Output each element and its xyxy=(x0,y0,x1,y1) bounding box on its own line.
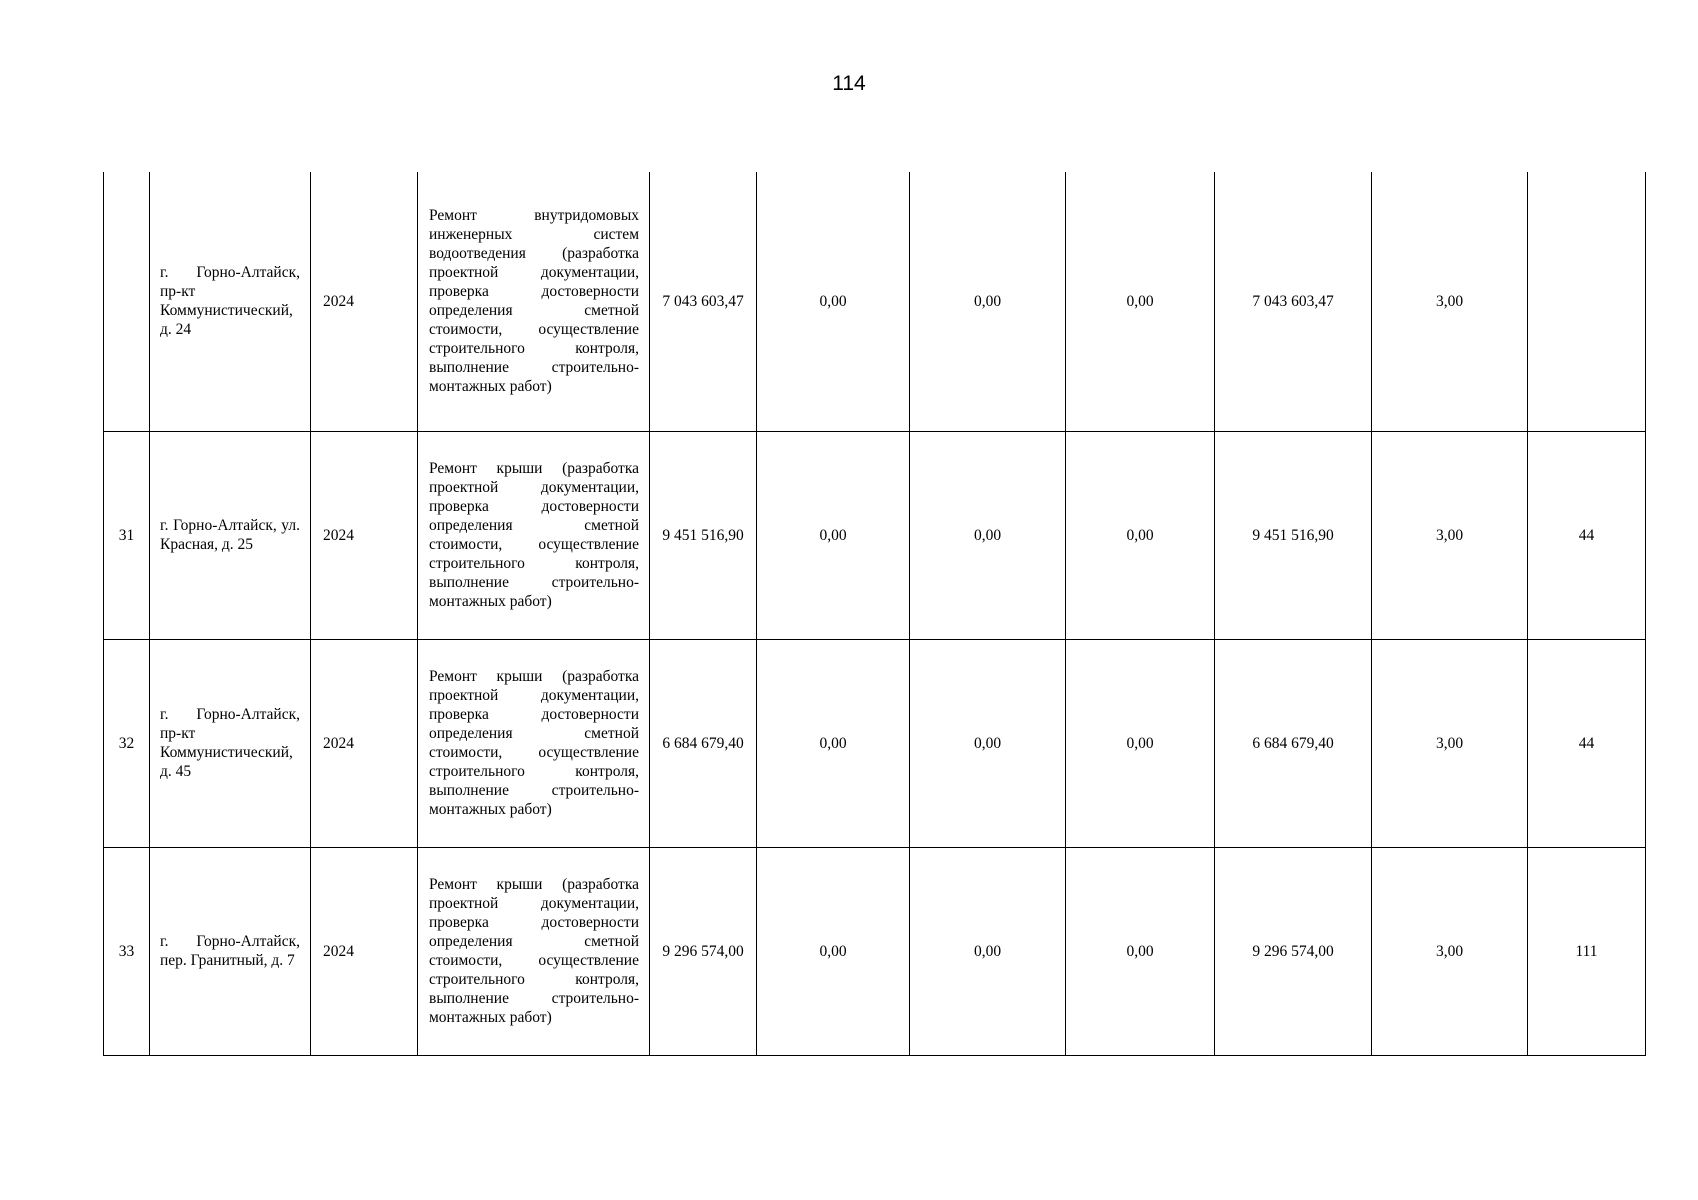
repair-program-table xyxy=(103,172,1646,1056)
amount-cell: 9 451 516,90 xyxy=(1215,431,1372,639)
amount-cell: 0,00 xyxy=(757,639,910,847)
total-cost-cell: 7 043 603,47 xyxy=(650,172,757,431)
amount-cell: 0,00 xyxy=(757,431,910,639)
address-cell: г. Горно-Алтайск, ул. Красная, д. 25 xyxy=(150,431,311,639)
work-description-cell: Ремонт крыши (разработка проектной документации, проверка достоверности определения сметной стоимости, осуществление строительного контроля, выполнение строительно-монтажных работ) xyxy=(418,847,650,1055)
row-number xyxy=(104,172,150,431)
page-number: 114 xyxy=(832,72,866,95)
amount-cell: 0,00 xyxy=(1066,431,1215,639)
row-number: 31 xyxy=(104,431,150,639)
total-cost-cell: 9 296 574,00 xyxy=(650,847,757,1055)
total-cost-cell: 9 451 516,90 xyxy=(650,431,757,639)
rate-cell: 3,00 xyxy=(1372,431,1528,639)
amount-cell: 0,00 xyxy=(910,847,1066,1055)
year-cell: 2024 xyxy=(311,639,418,847)
amount-cell: 6 684 679,40 xyxy=(1215,639,1372,847)
total-cost-cell: 6 684 679,40 xyxy=(650,639,757,847)
address-cell: г. Горно-Алтайск, пр-кт Коммунистический, д. 24 xyxy=(150,172,311,431)
amount-cell: 0,00 xyxy=(757,847,910,1055)
year-cell: 2024 xyxy=(311,847,418,1055)
rate-cell: 3,00 xyxy=(1372,172,1528,431)
work-description-cell: Ремонт крыши (разработка проектной документации, проверка достоверности определения сметной стоимости, осуществление строительного контроля, выполнение строительно-монтажных работ) xyxy=(418,431,650,639)
amount-cell: 0,00 xyxy=(1066,847,1215,1055)
address-cell: г. Горно-Алтайск, пер. Гранитный, д. 7 xyxy=(150,847,311,1055)
amount-cell: 0,00 xyxy=(1066,639,1215,847)
year-cell: 2024 xyxy=(311,172,418,431)
year-cell: 2024 xyxy=(311,431,418,639)
last-cell: 111 xyxy=(1528,847,1646,1055)
last-cell xyxy=(1528,172,1646,431)
row-number: 33 xyxy=(104,847,150,1055)
address-cell: г. Горно-Алтайск, пр-кт Коммунистический, д. 45 xyxy=(150,639,311,847)
table-row xyxy=(104,431,1646,639)
amount-cell: 0,00 xyxy=(757,172,910,431)
amount-cell: 7 043 603,47 xyxy=(1215,172,1372,431)
last-cell: 44 xyxy=(1528,639,1646,847)
work-description-cell: Ремонт крыши (разработка проектной документации, проверка достоверности определения сметной стоимости, осуществление строительного контроля, выполнение строительно-монтажных работ) xyxy=(418,639,650,847)
amount-cell: 0,00 xyxy=(1066,172,1215,431)
amount-cell: 0,00 xyxy=(910,431,1066,639)
rate-cell: 3,00 xyxy=(1372,847,1528,1055)
table-row xyxy=(104,847,1646,1055)
rate-cell: 3,00 xyxy=(1372,639,1528,847)
work-description-cell: Ремонт внутридомовых инженерных систем водоотведения (разработка проектной документации, проверка достоверности определения сметной стоимости, осуществление строительного контроля, выполнение строительно-монтажных работ) xyxy=(418,172,650,431)
amount-cell: 0,00 xyxy=(910,639,1066,847)
table-row xyxy=(104,639,1646,847)
amount-cell: 9 296 574,00 xyxy=(1215,847,1372,1055)
amount-cell: 0,00 xyxy=(910,172,1066,431)
row-number: 32 xyxy=(104,639,150,847)
last-cell: 44 xyxy=(1528,431,1646,639)
table-row xyxy=(104,172,1646,431)
